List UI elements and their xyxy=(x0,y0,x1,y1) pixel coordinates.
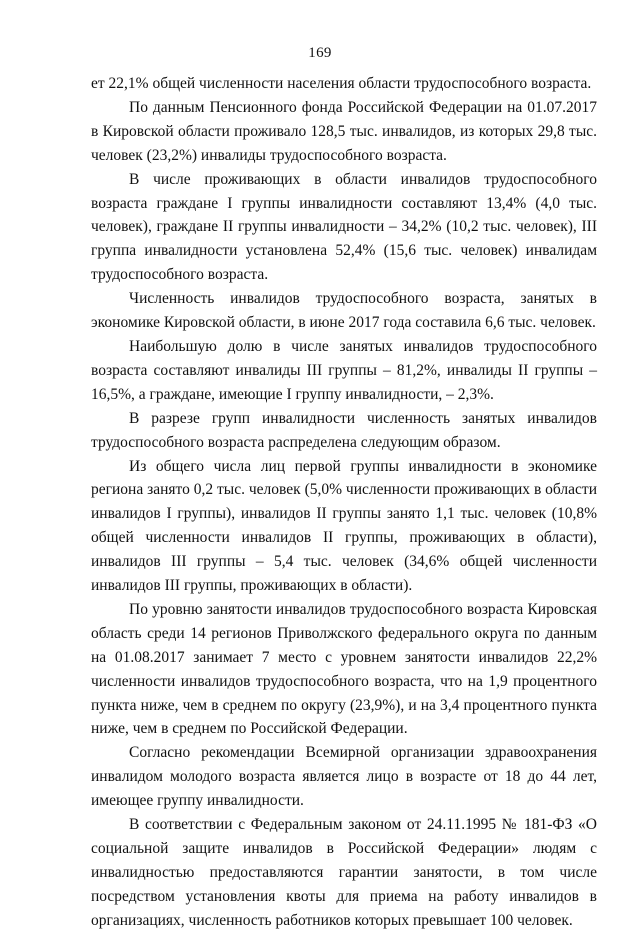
paragraph-continuation: ет 22,1% общей численности населения области трудоспособного возраста. xyxy=(91,75,592,92)
paragraph: Из общего числа лиц первой группы инвалидности в экономике региона занято 0,2 тыс. человек (5,0% численности проживающих в области инвалидов I группы), инвалидов II группы занято 1,1 тыс. человек (10,8% общей численности инвалидов II группы, проживающих в области), инвалидов III группы – 5,4 тыс. человек (34,6% общей численности инвалидов III группы, проживающих в области). xyxy=(91,457,597,595)
paragraph: Наибольшую долю в числе занятых инвалидов трудоспособного возраста составляют инвалиды III группы – 81,2%, инвалиды II группы – 16,5%, а граждане, имеющие I группу инвалидности, – 2,3%. xyxy=(91,337,597,403)
paragraph: По данным Пенсионного фонда Российской Федерации на 01.07.2017 в Кировской области проживало 128,5 тыс. инвалидов, из которых 29,8 тыс. человек (23,2%) инвалиды трудоспособного возраста. xyxy=(91,98,597,164)
paragraph: Согласно рекомендации Всемирной организации здравоохранения инвалидом молодого возраста является лицо в возрасте от 18 до 44 лет, имеющее группу инвалидности. xyxy=(91,744,597,810)
paragraph: В соответствии с Федеральным законом от 24.11.1995 № 181-ФЗ «О социальной защите инвалидов в Российской Федерации» людям с инвалидностью предоставляются гарантии занятости, в том числе посредством установления квоты для приема на работу инвалидов в организациях, численность работников которых превышает 100 человек. xyxy=(91,816,597,929)
document-body xyxy=(91,72,597,933)
paragraph: В разрезе групп инвалидности численность занятых инвалидов трудоспособного возраста распределена следующим образом. xyxy=(91,409,597,451)
paragraph: По уровню занятости инвалидов трудоспособного возраста Кировская область среди 14 регионов Приволжского федерального округа по данным на 01.08.2017 занимает 7 место с уровнем занятости инвалидов 22,2% численности инвалидов трудоспособного возраста, что на 1,9 процентного пункта ниже, чем в среднем по округу (23,9%), и на 3,4 процентного пункта ниже, чем в среднем по Российской Федерации. xyxy=(91,600,597,738)
paragraph: Численность инвалидов трудоспособного возраста, занятых в экономике Кировской области, в июне 2017 года составила 6,6 тыс. человек. xyxy=(91,290,597,332)
page-number: 169 xyxy=(308,45,332,61)
paragraph: В числе проживающих в области инвалидов трудоспособного возраста граждане I группы инвалидности составляют 13,4% (4,0 тыс. человек), граждане II группы инвалидности – 34,2% (10,2 тыс. человек), III группа инвалидности установлена 52,4% (15,6 тыс. человек) инвалидам трудоспособного возраста. xyxy=(91,170,597,284)
